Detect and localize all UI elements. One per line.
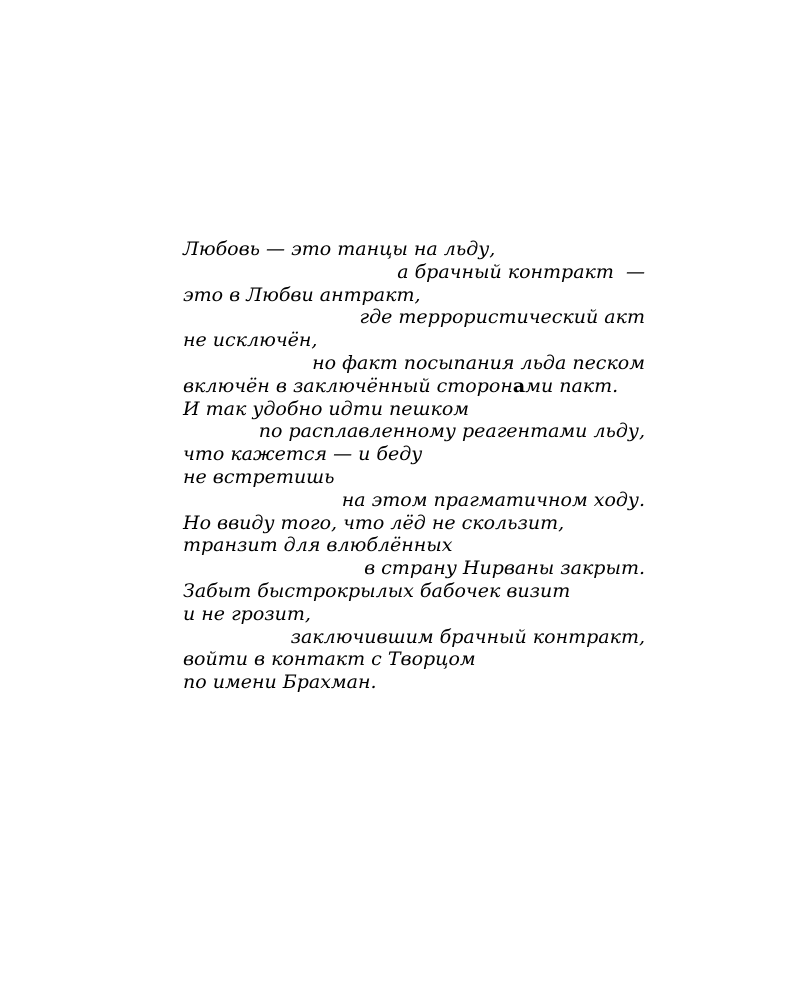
- poem-line-8: И так удобно идти пешком: [183, 397, 470, 420]
- poem-line-1: Любовь — это танцы на льду,: [183, 238, 496, 260]
- poem-line-5: не исключён,: [183, 329, 318, 352]
- poem-line-7: [183, 375, 653, 398]
- poem-line-7-end: ми пакт.: [525, 374, 619, 397]
- poem-line-20: по имени Брахман.: [183, 671, 377, 694]
- poem-line-16: Забыт быстрокрылых бабочек визит: [183, 579, 571, 602]
- poem-line-10: что кажется — и беду: [183, 443, 423, 466]
- poem-line-7-start: включён в заключённый сторон: [183, 374, 513, 397]
- poem-line-4: где террористический акт: [359, 306, 645, 329]
- poem-line-3: это в Любви антракт,: [183, 283, 421, 306]
- poem-line-7-emphasis: а: [512, 374, 526, 397]
- poem-text: [183, 238, 653, 694]
- poem-line-19: войти в контакт с Творцом: [183, 648, 476, 671]
- poem-line-11: не встретишь: [183, 465, 335, 488]
- poem-line-14: транзит для влюблённых: [183, 534, 453, 557]
- poem-line-17: и не грозит,: [183, 602, 311, 625]
- poem-line-2: а брачный контракт —: [397, 260, 645, 283]
- poem-line-6: но факт посыпания льда песком: [312, 351, 645, 374]
- poem-line-9: по расплавленному реагентами льду,: [258, 420, 645, 443]
- poem-line-12: на этом прагматичном ходу.: [341, 488, 645, 511]
- poem-line-13: Но ввиду того, что лёд не скользит,: [183, 511, 565, 534]
- poem-line-15: в страну Нирваны закрыт.: [364, 557, 645, 580]
- poem-line-18: заключившим брачный контракт,: [290, 625, 645, 648]
